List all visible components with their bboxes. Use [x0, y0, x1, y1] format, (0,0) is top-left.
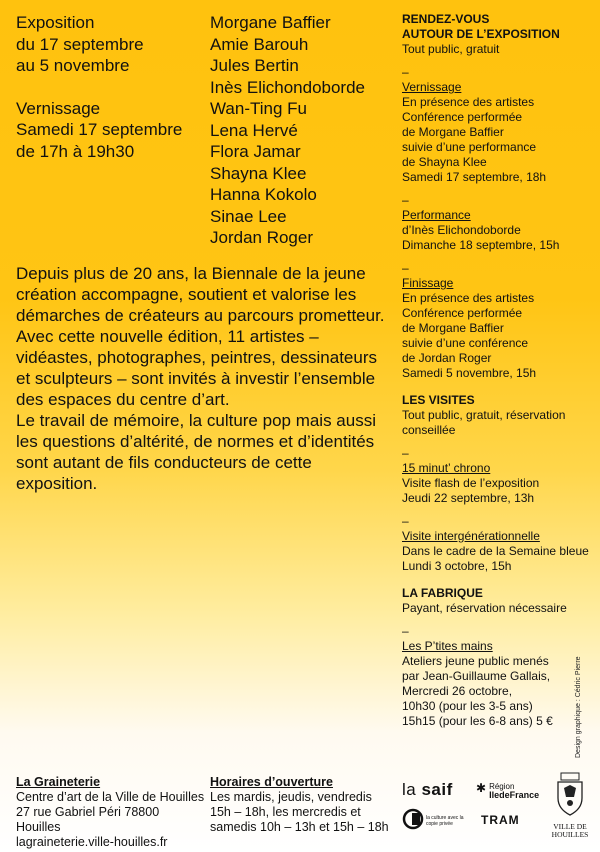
- coat-of-arms-icon: [555, 772, 585, 816]
- event-15-minut-chrono: [402, 446, 592, 506]
- opening-line: Samedi 17 septembre: [16, 120, 183, 139]
- event-line: de Jordan Roger: [402, 351, 492, 365]
- saif-logo: [402, 780, 453, 800]
- dash-divider: –: [402, 65, 409, 79]
- section-title: LA FABRIQUE: [402, 586, 483, 600]
- venue-info: [16, 775, 206, 850]
- copie-privee-icon: [402, 808, 424, 830]
- ville-line: HOUILLES: [551, 830, 589, 839]
- venue-website[interactable]: lagraineterie.ville-houilles.fr: [16, 835, 168, 849]
- artist-name: Jules Bertin: [210, 56, 299, 75]
- dates-line: du 17 septembre: [16, 34, 144, 54]
- event-performance: [402, 193, 592, 253]
- event-line: 10h30 (pour les 3-5 ans): [402, 699, 533, 713]
- saif-logo-text-a: la: [402, 780, 422, 799]
- event-title: Les P’tites mains: [402, 639, 493, 653]
- hours-title: Horaires d’ouverture: [210, 775, 333, 789]
- event-line: Samedi 17 septembre, 18h: [402, 170, 547, 184]
- event-line: Mercredi 26 octobre,: [402, 684, 513, 698]
- venue-title: La Graineterie: [16, 775, 101, 789]
- artist-name: Wan-Ting Fu: [210, 99, 307, 118]
- event-ptites-mains: [402, 624, 592, 729]
- dash-divider: –: [402, 193, 409, 207]
- event-title: 15 minut’ chrono: [402, 461, 491, 475]
- artist-name: Sinae Lee: [210, 206, 287, 226]
- region-idf-logo: [476, 782, 546, 800]
- event-line: Samedi 5 novembre, 15h: [402, 366, 537, 380]
- section-subtitle: Payant, réservation nécessaire: [402, 601, 567, 615]
- event-line: Visite flash de l’exposition: [402, 476, 540, 490]
- ville-line: VILLE DE: [553, 822, 587, 831]
- event-line: En présence des artistes: [402, 95, 535, 109]
- artist-name: Morgane Baffier: [210, 13, 331, 32]
- event-line: d’Inès Elichondoborde: [402, 223, 521, 237]
- intro-text: [16, 263, 391, 494]
- section-subtitle: conseillée: [402, 423, 456, 437]
- artist-name: Jordan Roger: [210, 228, 314, 247]
- event-title: Finissage: [402, 276, 454, 290]
- event-finissage: [402, 261, 592, 381]
- event-line: En présence des artistes: [402, 291, 535, 305]
- section-title: RENDEZ-VOUS: [402, 12, 490, 26]
- events-column: [402, 12, 592, 729]
- event-line: Conférence performée: [402, 110, 523, 124]
- intro-paragraph: Le travail de mémoire, la culture pop mais aussi les questions d’altérité, de normes et d’identités sont autant de fils conducteurs de cette exposition.: [16, 411, 376, 493]
- artist-name: Flora Jamar: [210, 142, 301, 161]
- event-title: Performance: [402, 208, 471, 222]
- event-line: 15h15 (pour les 6-8 ans) 5 €: [402, 714, 553, 728]
- event-line: Lundi 3 octobre, 15h: [402, 559, 512, 573]
- dash-divider: –: [402, 261, 409, 275]
- event-line: de Morgane Baffier: [402, 125, 504, 139]
- tram-logo: TRAM: [481, 813, 520, 827]
- dates-line: Exposition: [16, 13, 95, 32]
- artists-list: [210, 12, 395, 249]
- event-title: Vernissage: [402, 80, 462, 94]
- dash-divider: –: [402, 446, 409, 460]
- opening-hours: [210, 775, 400, 835]
- artist-name: Inès Elichondoborde: [210, 77, 366, 97]
- section-subtitle: Tout public, gratuit: [402, 42, 500, 56]
- event-line: par Jean-Guillaume Gallais,: [402, 669, 551, 683]
- fabrique-section: [402, 586, 592, 729]
- event-line: Conférence performée: [402, 306, 523, 320]
- hours-line: Les mardis, jeudis, vendredis: [210, 790, 372, 804]
- visites-section: [402, 393, 592, 574]
- opening-line: de 17h à 19h30: [16, 141, 135, 161]
- event-line: Dans le cadre de la Semaine bleue: [402, 544, 589, 558]
- design-credit: Design graphique : Cédric Pierre: [575, 656, 582, 758]
- exhibition-dates: [16, 12, 206, 162]
- event-line: Ateliers jeune public menés: [402, 654, 549, 668]
- opening-line: Vernissage: [16, 98, 101, 118]
- copie-privee-text: la culture avec la copie privée: [426, 815, 464, 827]
- event-vernissage: [402, 65, 592, 185]
- intro-paragraph: Depuis plus de 20 ans, la Biennale de la jeune création accompagne, soutient et valorise les démarches de créateurs au parcours prometteur. Avec cette nouvelle édition, 11 artistes – vidéastes, photographes, peintres, dessinateurs et sculpteurs – sont invités à investir l’ensemble des espaces du centre d’art.: [16, 264, 385, 409]
- artist-name: Hanna Kokolo: [210, 185, 317, 204]
- artist-name: Shayna Klee: [210, 163, 307, 183]
- saif-logo-text-b: saif: [421, 780, 453, 799]
- event-line: Dimanche 18 septembre, 15h: [402, 238, 560, 252]
- section-title: LES VISITES: [402, 393, 475, 407]
- section-subtitle: Tout public, gratuit, réservation: [402, 408, 566, 422]
- dates-line: au 5 novembre: [16, 56, 130, 75]
- hours-line: samedis 10h – 13h et 15h – 18h: [210, 820, 389, 834]
- dash-divider: –: [402, 624, 409, 638]
- event-line: suivie d’une conférence: [402, 336, 529, 350]
- event-visite-intergenerationnelle: [402, 514, 592, 574]
- artist-name: Amie Barouh: [210, 34, 309, 54]
- region-name: IledeFrance: [489, 790, 540, 800]
- venue-line: 27 rue Gabriel Péri 78800 Houilles: [16, 805, 160, 834]
- ville-houilles-logo: [545, 772, 595, 842]
- event-line: Jeudi 22 septembre, 13h: [402, 491, 535, 505]
- copie-privee-logo: [402, 806, 472, 834]
- dash-divider: –: [402, 514, 409, 528]
- star-icon: ✱: [476, 781, 487, 795]
- hours-line: 15h – 18h, les mercredis et: [210, 805, 361, 819]
- artist-name: Lena Hervé: [210, 120, 298, 140]
- region-label: Région: [489, 782, 515, 791]
- event-line: de Shayna Klee: [402, 155, 487, 169]
- event-line: de Morgane Baffier: [402, 321, 504, 335]
- event-title: Visite intergénérationnelle: [402, 529, 540, 543]
- venue-line: Centre d’art de la Ville de Houilles: [16, 790, 205, 804]
- event-line: suivie d’une performance: [402, 140, 537, 154]
- rendezvous-section: [402, 12, 592, 381]
- section-title: AUTOUR DE L’EXPOSITION: [402, 27, 560, 41]
